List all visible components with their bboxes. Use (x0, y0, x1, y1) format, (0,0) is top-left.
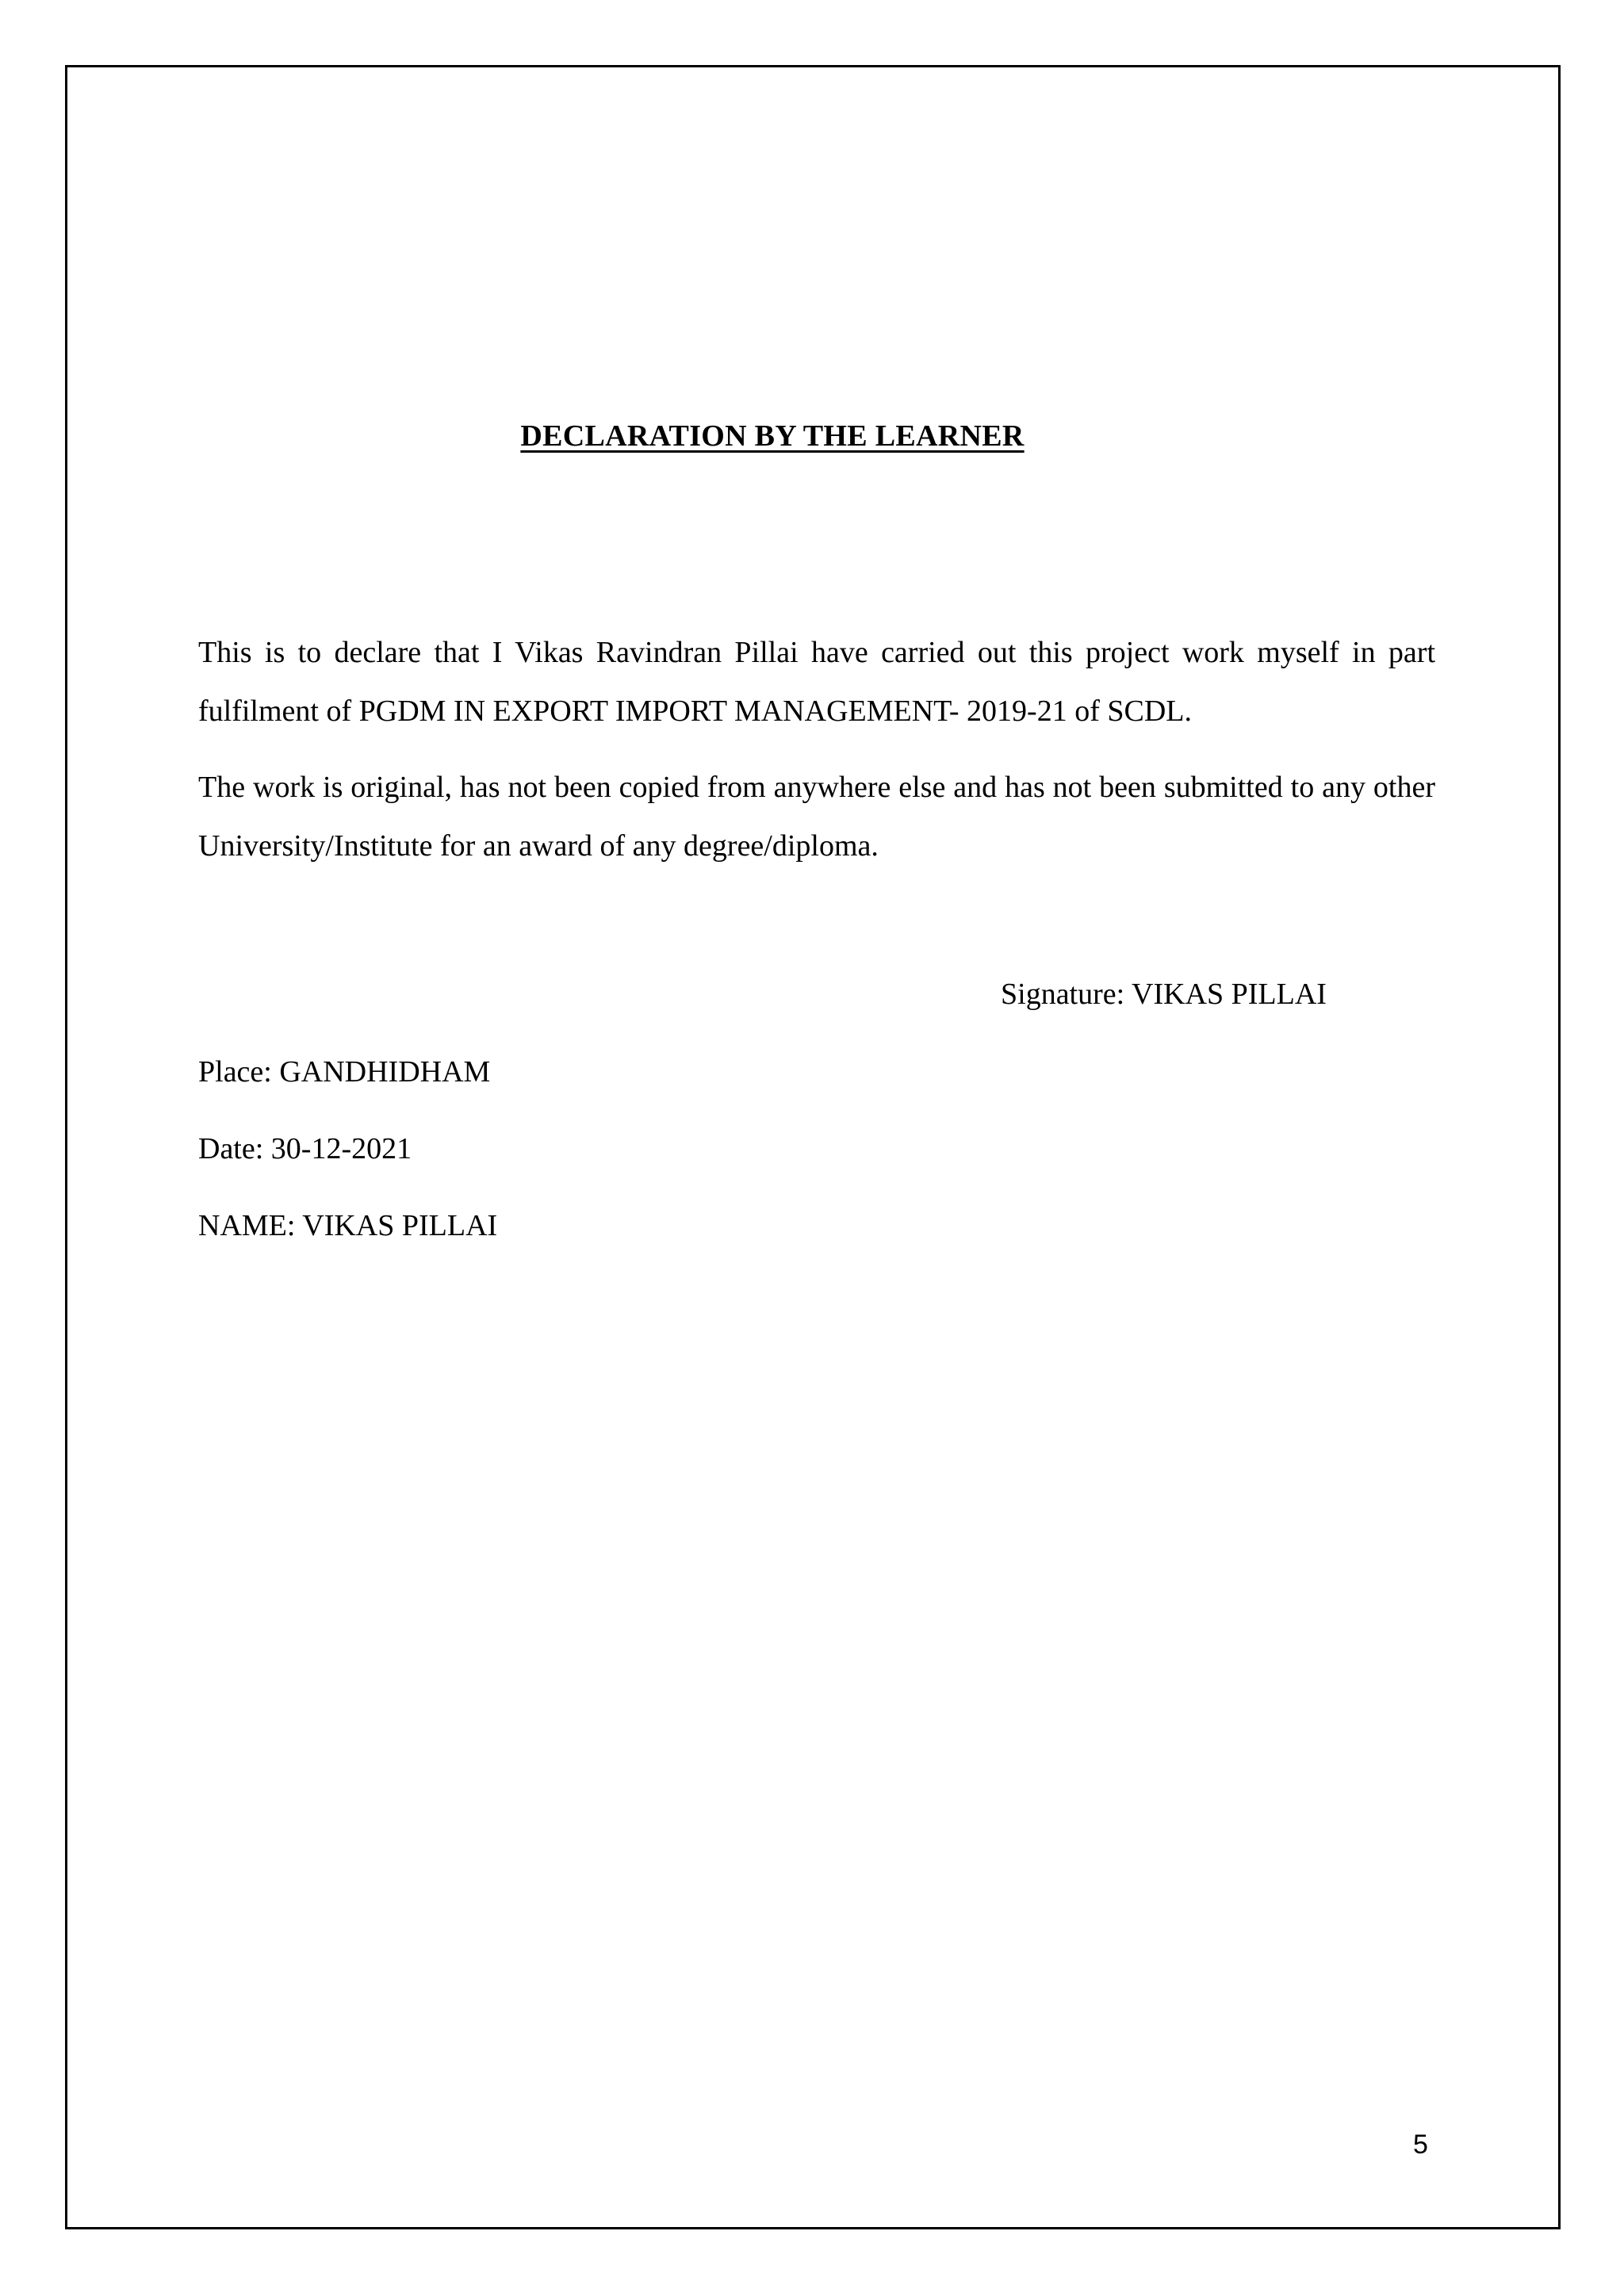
name-line: NAME: VIKAS PILLAI (198, 1209, 498, 1242)
place-line: Place: GANDHIDHAM (198, 1055, 491, 1089)
declaration-paragraph-1: This is to declare that I Vikas Ravindran Pillai have carried out this project work myself in part fulfilment of PGDM IN EXPORT IMPORT MANAGEMENT- 2019-21 of SCDL. (198, 636, 1435, 728)
date-line: Date: 30-12-2021 (198, 1132, 412, 1165)
document-title (0, 419, 1624, 453)
signature-line: Signature: VIKAS PILLAI (1001, 978, 1327, 1011)
declaration-paragraph-2: The work is original, has not been copied from anywhere else and has not been submitted to any other University/Institute for an award of any degree/diploma. (198, 771, 1435, 863)
document-title-text: DECLARATION BY THE LEARNER (520, 419, 1025, 453)
page-number: 5 (1413, 2130, 1428, 2160)
